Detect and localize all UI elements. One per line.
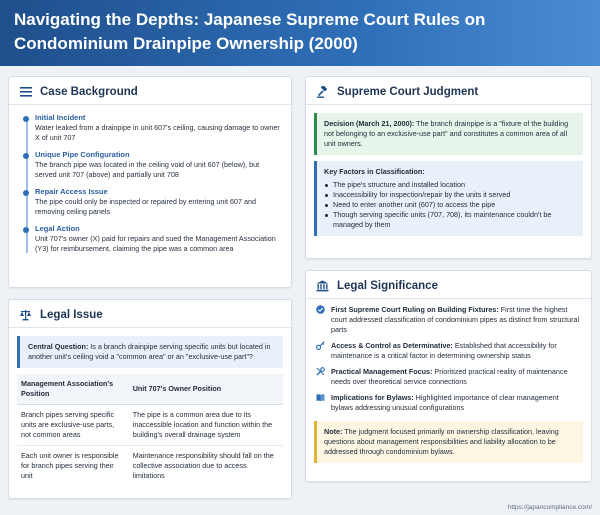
decision-label: Decision (March 21, 2000): bbox=[324, 119, 415, 128]
key-factors-title: Key Factors in Classification: bbox=[324, 167, 425, 176]
significance-item-label: Practical Management Focus: bbox=[331, 367, 433, 376]
timeline-item bbox=[35, 113, 281, 143]
timeline-item bbox=[35, 187, 281, 217]
central-question-label: Central Question: bbox=[28, 342, 89, 351]
key-icon bbox=[316, 341, 325, 361]
significance-item bbox=[306, 305, 591, 335]
scale-icon bbox=[19, 308, 32, 321]
column-header: Unit 707's Owner Position bbox=[129, 374, 283, 405]
significance-item-text: First time the highest court addressed classification of condominium pipes as distinct from structural parts bbox=[331, 305, 580, 334]
timeline-item bbox=[35, 224, 281, 254]
central-question bbox=[17, 336, 283, 368]
legal-issue-card bbox=[8, 299, 292, 499]
significance-item bbox=[306, 341, 591, 361]
timeline-item-text: The pipe could only be inspected or repaired by entering unit 607 and removing ceiling panels bbox=[35, 197, 256, 216]
timeline-item-text: Water leaked from a drainpipe in unit 607's ceiling, causing damage to owner X of unit 707 bbox=[35, 123, 280, 142]
check-circle-icon bbox=[316, 305, 325, 335]
table-row bbox=[17, 446, 283, 487]
timeline-item-title: Legal Action bbox=[35, 224, 80, 233]
significance-item-body bbox=[331, 341, 581, 361]
list-item: Need to enter another unit (607) to access the pipe bbox=[324, 200, 576, 210]
legal-issue-heading bbox=[9, 300, 291, 328]
judgment-heading bbox=[306, 77, 591, 105]
table-header-row bbox=[17, 374, 283, 405]
key-factors-list bbox=[324, 180, 576, 230]
central-question-text: Is a branch drainpipe serving specific units but located in another unit's ceiling void a "common area" or an "exclusive-use part"? bbox=[28, 342, 271, 361]
case-background-heading bbox=[9, 77, 291, 105]
significance-title: Legal Significance bbox=[337, 279, 438, 292]
column-header: Management Association's Position bbox=[17, 374, 129, 405]
table-cell: The pipe is a common area due to its inaccessible location and function within the building's overall drainage system bbox=[129, 405, 283, 446]
significance-item-text: Prioritized practical reality of maintenance needs over theoretical service connections bbox=[331, 367, 568, 386]
significance-item-label: Access & Control as Determinative: bbox=[331, 341, 453, 350]
key-factors-box bbox=[314, 161, 583, 236]
note-label: Note: bbox=[324, 427, 343, 436]
table-cell: Maintenance responsibility should fall on the collective association due to access limitations bbox=[132, 451, 274, 480]
decision-box bbox=[314, 113, 583, 155]
institution-icon bbox=[316, 279, 329, 292]
significance-item-label: First Supreme Court Ruling on Building Fixtures: bbox=[331, 305, 499, 314]
case-background-card bbox=[8, 76, 292, 288]
page-header bbox=[0, 0, 600, 66]
significance-item bbox=[306, 367, 591, 387]
note-text: The judgment focused primarily on ownership classification, leaving questions about management responsibilities and liability allocation to be addressed through condominium bylaws. bbox=[324, 427, 559, 456]
significance-heading bbox=[306, 271, 591, 299]
page-title: Navigating the Depths: Japanese Supreme Court Rules on Condominium Drainpipe Ownership (2000) bbox=[14, 10, 486, 53]
timeline-item-title: Repair Access Issue bbox=[35, 187, 108, 196]
source-link[interactable]: https://japancompliance.com/ bbox=[507, 504, 592, 511]
table-cell: Each unit owner is responsible for branch pipes serving their unit bbox=[21, 451, 119, 480]
legal-issue-title: Legal Issue bbox=[40, 308, 103, 321]
gavel-icon bbox=[316, 85, 329, 98]
timeline-item-text: Unit 707's owner (X) paid for repairs and sued the Management Association (Y3) for reimbursement, claiming the pipe was a common area bbox=[35, 234, 276, 253]
table-cell: Branch pipes serving specific units are exclusive-use parts, not common areas bbox=[17, 405, 129, 446]
significance-item-label: Implications for Bylaws: bbox=[331, 393, 414, 402]
timeline-item-title: Initial Incident bbox=[35, 113, 86, 122]
significance-item-body bbox=[331, 367, 581, 387]
timeline-item-text: The branch pipe was located in the ceiling void of unit 607 (below), but served unit 707 (above) and partially unit 708 bbox=[35, 160, 260, 179]
note-box bbox=[314, 421, 583, 463]
list-item: Though serving specific units (707, 708), its maintenance couldn't be managed by them bbox=[324, 210, 576, 230]
list-item: The pipe's structure and installed location bbox=[324, 180, 576, 190]
judgment-title: Supreme Court Judgment bbox=[337, 85, 479, 98]
significance-item bbox=[306, 393, 591, 413]
case-timeline bbox=[9, 105, 291, 267]
list-icon bbox=[19, 85, 32, 98]
significance-item-text: Established that accessibility for maintenance is a critical factor in determining ownership status bbox=[331, 341, 557, 360]
decision-text: The branch drainpipe is a "fixture of the building not belonging to an exclusive-use part" and constitutes a common area of all unit owners. bbox=[324, 119, 569, 148]
positions-table bbox=[17, 374, 283, 486]
book-icon bbox=[316, 393, 325, 413]
case-background-title: Case Background bbox=[40, 85, 138, 98]
significance-item-text: Highlighted importance of clear management bylaws addressing unusual configurations bbox=[331, 393, 559, 412]
significance-item-body bbox=[331, 305, 581, 335]
timeline-item-title: Unique Pipe Configuration bbox=[35, 150, 130, 159]
significance-card bbox=[305, 270, 592, 482]
tools-icon bbox=[316, 367, 325, 387]
list-item: Inaccessibility for inspection/repair by the units it served bbox=[324, 190, 576, 200]
judgment-card bbox=[305, 76, 592, 259]
timeline-item bbox=[35, 150, 281, 180]
table-row bbox=[17, 405, 283, 446]
significance-item-body bbox=[331, 393, 581, 413]
